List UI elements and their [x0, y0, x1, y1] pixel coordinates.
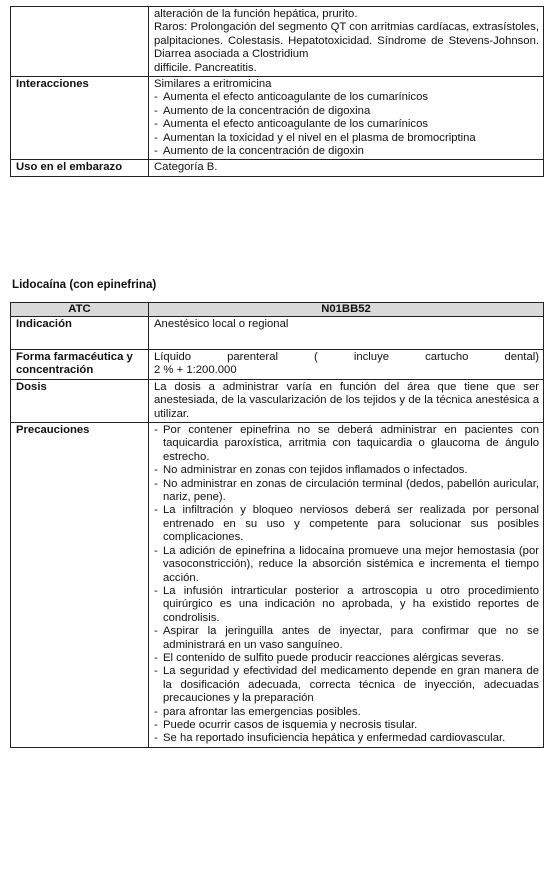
adverse-effects-cell [149, 7, 544, 77]
precauciones-label: Precauciones [11, 423, 149, 748]
list-item: - Aumento de la concentración de digoxina [154, 104, 371, 117]
adverse-effects-line: difficile. Pancreatitis. [154, 61, 257, 74]
embarazo-label: Uso en el embarazo [11, 160, 149, 176]
list-item: - Aumentan la toxicidad y el nivel en el plasma de bromocriptina [154, 131, 476, 144]
list-item: - Aumenta el efecto anticoagulante de los cumarínicos [154, 91, 429, 104]
list-item: - La adición de epinefrina a lidocaína promueve una mejor hemostasia (por vasoconstricción), reduce la absorción sistémica e incrementa el tiempo acción. [154, 544, 539, 584]
lidocaina-table [10, 302, 544, 748]
precauciones-cell [149, 423, 544, 748]
list-item: - Puede ocurrir casos de isquemia y necrosis tisular. [154, 718, 418, 731]
list-item: - La seguridad y efectividad del medicamento depende en gran manera de la dosificación adecuada, correcta técnica de inyección, adecuadas precauciones y la preparación [154, 665, 539, 705]
dosis-row [11, 379, 544, 422]
adverse-effects-rare: Raros: Prolongación del segmento QT con arritmias cardíacas, extrasístoles, palpitaciones. Colestasis. Hepatotoxicidad. Síndrome de Stevens-Johnson. Diarrea asociada a Clostridium [154, 21, 539, 61]
interacciones-intro: Similares a eritromicina [154, 78, 272, 91]
empty-label-cell [11, 7, 149, 77]
list-item: - Por contener epinefrina no se deberá administrar en pacientes con taquicardia paroxística, arritmia con taquicardia o glaucoma de ángulo estrecho. [154, 424, 539, 463]
list-item: - Aumenta el efecto anticoagulante de los cumarínicos [154, 118, 429, 131]
precauciones-row [11, 423, 544, 748]
header-row [11, 303, 544, 317]
dosis-label: Dosis [11, 379, 149, 422]
list-item: - El contenido de sulfito puede producir reacciones alérgicas severas. [154, 651, 504, 664]
embarazo-row [11, 160, 544, 176]
indicacion-row [11, 317, 544, 350]
header-atc: ATC [11, 303, 149, 317]
list-item: - Aspirar la jeringuilla antes de inyectar, para confirmar que no se administrará en un vaso sanguíneo. [154, 625, 539, 651]
interacciones-label: Interacciones [11, 77, 149, 160]
list-item: - No administrar en zonas con tejidos inflamados o infectados. [154, 464, 468, 477]
adverse-effects-row [11, 7, 544, 77]
list-item: - para afrontar las emergencias posibles. [154, 705, 361, 718]
section-title: Lidocaína (con epinefrina) [12, 278, 157, 291]
forma-cell [149, 350, 544, 380]
indicacion-value: Anestésico local o regional [149, 317, 544, 350]
list-item: - Se ha reportado insuficiencia hepática y enfermedad cardiovascular. [154, 732, 506, 745]
interacciones-cell [149, 77, 544, 160]
forma-label: Forma farmacéutica y concentración [11, 350, 149, 380]
adverse-effects-line: alteración de la función hepática, prurito. [154, 8, 358, 20]
header-code: N01BB52 [149, 303, 544, 317]
forma-row [11, 350, 544, 380]
list-item: - No administrar en zonas de circulación terminal (dedos, pabellón auricular, nariz, pene). [154, 477, 539, 504]
interacciones-row [11, 77, 544, 160]
list-item: - La infusión intrarticular posterior a artroscopia u otro procedimiento quirúrgico es una indicación no aprobada, y ha existido reportes de condrolisis. [154, 584, 539, 624]
dosis-value: La dosis a administrar varía en función del área que tiene que ser anestesiada, de la vascularización de los tejidos y de la técnica anestésica a utilizar. [149, 379, 544, 422]
forma-concentration: 2 % + 1:200.000 [154, 364, 237, 377]
list-item: - La infiltración y bloqueo nerviosos deberá ser realizada por personal entrenado en su uso y competente para solucionar sus posibles complicaciones. [154, 504, 539, 544]
list-item: - Aumento de la concentración de digoxin [154, 145, 364, 158]
forma-value: Líquido parenteral ( incluye cartucho dental) [154, 351, 539, 363]
drug-info-table-continued [10, 6, 544, 177]
indicacion-label: Indicación [11, 317, 149, 350]
embarazo-value: Categoría B. [149, 160, 544, 176]
